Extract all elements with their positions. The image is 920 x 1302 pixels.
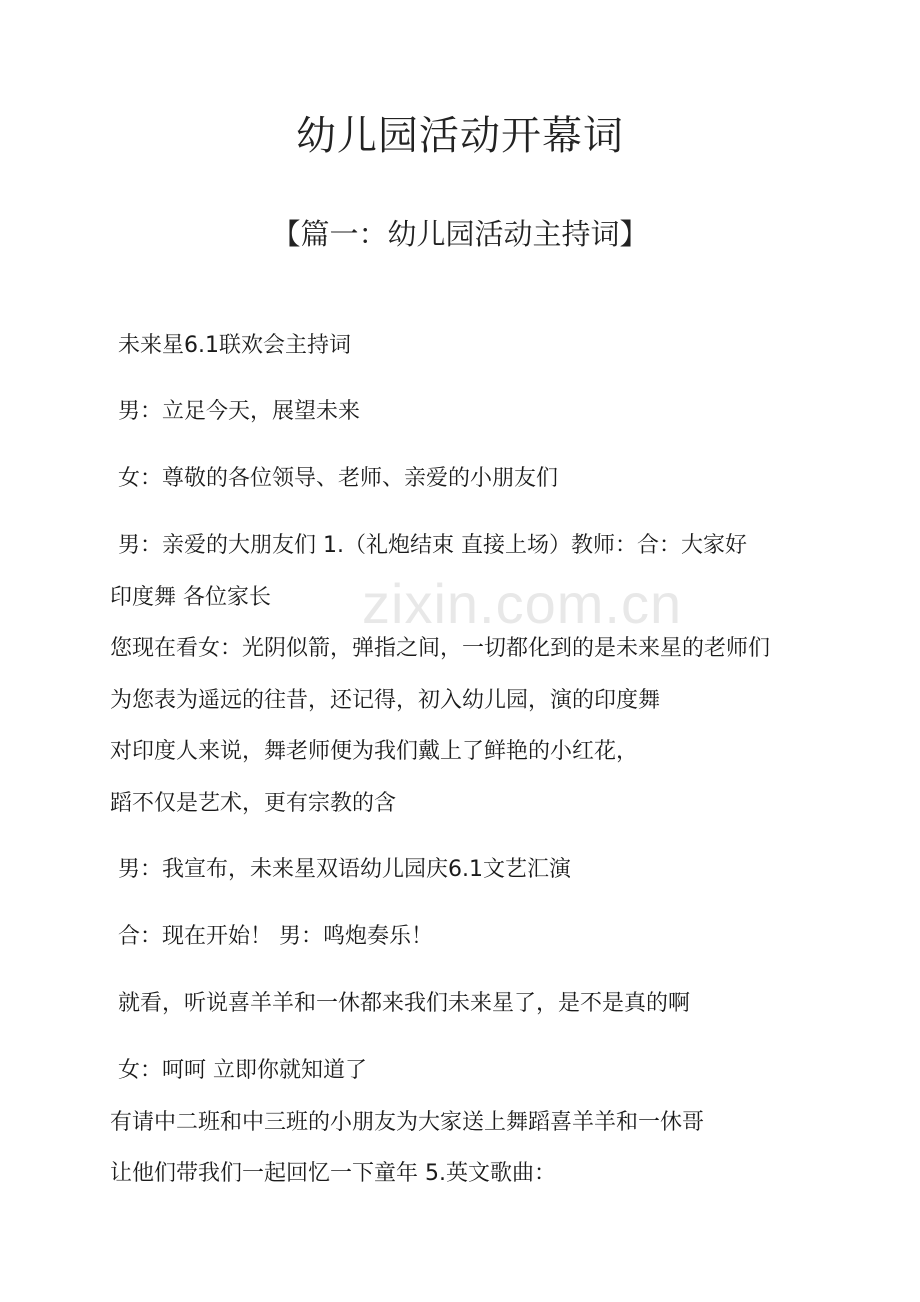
paragraph-line: 您现在看女：光阴似箭，弹指之间，一切都化到的是未来星的老师们	[110, 636, 771, 661]
paragraph-line: 合：现在开始！ 男：鸣炮奏乐！	[118, 924, 433, 949]
paragraph-line: 未来星6.1联欢会主持词	[118, 333, 351, 358]
paragraph-line: 就看，听说喜羊羊和一休都来我们未来星了，是不是真的啊	[118, 991, 691, 1016]
paragraph-line: 男：我宣布，未来星双语幼儿园庆6.1文艺汇演	[118, 857, 571, 882]
paragraph-line: 让他们带我们一起回忆一下童年 5.英文歌曲：	[110, 1161, 556, 1186]
paragraph-line: 男：立足今天，展望未来	[118, 399, 361, 424]
document-title: 幼儿园活动开幕词	[296, 113, 624, 159]
paragraph-line: 男：亲爱的大朋友们 1.（礼炮结束 直接上场）教师：合：大家好	[118, 533, 747, 558]
paragraph-line: 为您表为遥远的往昔，还记得，初入幼儿园，演的印度舞	[110, 688, 661, 713]
paragraph-line: 蹈不仅是艺术，更有宗教的含	[110, 791, 397, 816]
paragraph-line: 女：尊敬的各位领导、老师、亲爱的小朋友们	[118, 466, 559, 491]
paragraph-line: 女：呵呵 立即你就知道了	[118, 1058, 367, 1083]
document-subtitle: 【篇一：幼儿园活动主持词】	[271, 217, 649, 251]
paragraph-line: 有请中二班和中三班的小朋友为大家送上舞蹈喜羊羊和一休哥	[110, 1110, 705, 1135]
watermark: zixin.com.cn	[362, 572, 683, 635]
paragraph-line: 印度舞 各位家长	[110, 585, 271, 610]
paragraph-line: 对印度人来说，舞老师便为我们戴上了鲜艳的小红花，	[110, 739, 639, 764]
